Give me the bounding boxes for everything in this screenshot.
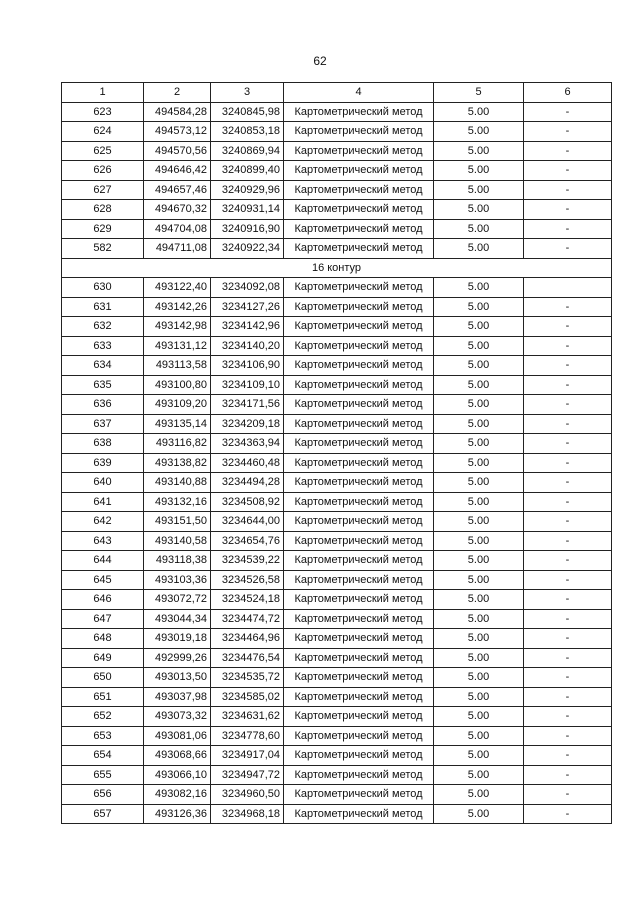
cell-point-number: 651	[62, 687, 144, 707]
cell-point-number: 624	[62, 122, 144, 142]
cell-point-number: 646	[62, 590, 144, 610]
cell-accuracy: 5.00	[434, 414, 524, 434]
table-row	[62, 512, 612, 532]
table-row	[62, 629, 612, 649]
cell-note: -	[524, 356, 612, 376]
cell-x-coordinate: 493132,16	[144, 492, 211, 512]
cell-y-coordinate: 3234171,56	[211, 395, 284, 415]
cell-x-coordinate: 494711,08	[144, 239, 211, 259]
cell-y-coordinate: 3234644,00	[211, 512, 284, 532]
cell-x-coordinate: 494670,32	[144, 200, 211, 220]
cell-method: Картометрический метод	[284, 317, 434, 337]
cell-method: Картометрический метод	[284, 746, 434, 766]
cell-y-coordinate: 3234460,48	[211, 453, 284, 473]
section-label: 16 контур	[62, 258, 612, 278]
cell-note: -	[524, 219, 612, 239]
cell-x-coordinate: 493142,26	[144, 297, 211, 317]
cell-accuracy: 5.00	[434, 746, 524, 766]
cell-point-number: 656	[62, 785, 144, 805]
cell-x-coordinate: 493142,98	[144, 317, 211, 337]
table-row	[62, 473, 612, 493]
cell-y-coordinate: 3234476,54	[211, 648, 284, 668]
cell-y-coordinate: 3240899,40	[211, 161, 284, 181]
table-row	[62, 278, 612, 298]
table-row	[62, 726, 612, 746]
cell-note: -	[524, 590, 612, 610]
cell-method: Картометрический метод	[284, 336, 434, 356]
table-row	[62, 161, 612, 181]
cell-y-coordinate: 3234109,10	[211, 375, 284, 395]
cell-y-coordinate: 3234917,04	[211, 746, 284, 766]
cell-accuracy: 5.00	[434, 804, 524, 824]
cell-y-coordinate: 3234142,96	[211, 317, 284, 337]
cell-method: Картометрический метод	[284, 804, 434, 824]
cell-accuracy: 5.00	[434, 590, 524, 610]
cell-method: Картометрический метод	[284, 512, 434, 532]
table-row	[62, 648, 612, 668]
cell-method: Картометрический метод	[284, 200, 434, 220]
cell-accuracy: 5.00	[434, 492, 524, 512]
cell-y-coordinate: 3240869,94	[211, 141, 284, 161]
table-row	[62, 317, 612, 337]
cell-x-coordinate: 493013,50	[144, 668, 211, 688]
cell-method: Картометрический метод	[284, 161, 434, 181]
table-row	[62, 375, 612, 395]
cell-accuracy: 5.00	[434, 239, 524, 259]
cell-note: -	[524, 102, 612, 122]
cell-note: -	[524, 785, 612, 805]
cell-point-number: 641	[62, 492, 144, 512]
cell-point-number: 634	[62, 356, 144, 376]
cell-note: -	[524, 141, 612, 161]
table-row	[62, 141, 612, 161]
page-number: 62	[313, 54, 327, 68]
cell-note: -	[524, 473, 612, 493]
cell-point-number: 639	[62, 453, 144, 473]
cell-x-coordinate: 494573,12	[144, 122, 211, 142]
cell-method: Картометрический метод	[284, 531, 434, 551]
cell-point-number: 625	[62, 141, 144, 161]
table-row	[62, 590, 612, 610]
cell-accuracy: 5.00	[434, 161, 524, 181]
cell-point-number: 629	[62, 219, 144, 239]
cell-method: Картометрический метод	[284, 122, 434, 142]
cell-note: -	[524, 161, 612, 181]
cell-y-coordinate: 3234778,60	[211, 726, 284, 746]
cell-accuracy: 5.00	[434, 609, 524, 629]
cell-accuracy: 5.00	[434, 687, 524, 707]
cell-y-coordinate: 3234535,72	[211, 668, 284, 688]
cell-point-number: 632	[62, 317, 144, 337]
cell-y-coordinate: 3234092,08	[211, 278, 284, 298]
cell-point-number: 630	[62, 278, 144, 298]
table-row	[62, 707, 612, 727]
table-row	[62, 414, 612, 434]
cell-x-coordinate: 493109,20	[144, 395, 211, 415]
cell-point-number: 628	[62, 200, 144, 220]
cell-x-coordinate: 493131,12	[144, 336, 211, 356]
cell-point-number: 655	[62, 765, 144, 785]
cell-accuracy: 5.00	[434, 551, 524, 571]
cell-y-coordinate: 3240845,98	[211, 102, 284, 122]
cell-note: -	[524, 648, 612, 668]
cell-note: -	[524, 609, 612, 629]
cell-note: -	[524, 200, 612, 220]
cell-accuracy: 5.00	[434, 336, 524, 356]
cell-note: -	[524, 551, 612, 571]
cell-point-number: 636	[62, 395, 144, 415]
cell-point-number: 640	[62, 473, 144, 493]
cell-point-number: 638	[62, 434, 144, 454]
cell-note: -	[524, 570, 612, 590]
cell-note: -	[524, 512, 612, 532]
cell-note: -	[524, 414, 612, 434]
table-row	[62, 668, 612, 688]
column-header: 2	[144, 83, 211, 103]
cell-method: Картометрический метод	[284, 453, 434, 473]
cell-point-number: 653	[62, 726, 144, 746]
cell-point-number: 652	[62, 707, 144, 727]
cell-note: -	[524, 707, 612, 727]
cell-accuracy: 5.00	[434, 102, 524, 122]
cell-point-number: 637	[62, 414, 144, 434]
cell-note: -	[524, 317, 612, 337]
cell-point-number: 657	[62, 804, 144, 824]
cell-point-number: 643	[62, 531, 144, 551]
cell-x-coordinate: 493140,88	[144, 473, 211, 493]
cell-method: Картометрический метод	[284, 765, 434, 785]
cell-y-coordinate: 3234947,72	[211, 765, 284, 785]
cell-accuracy: 5.00	[434, 141, 524, 161]
cell-point-number: 633	[62, 336, 144, 356]
cell-accuracy: 5.00	[434, 200, 524, 220]
table-row	[62, 492, 612, 512]
cell-method: Картометрический метод	[284, 395, 434, 415]
cell-accuracy: 5.00	[434, 278, 524, 298]
cell-y-coordinate: 3234631,62	[211, 707, 284, 727]
cell-y-coordinate: 3234960,50	[211, 785, 284, 805]
cell-note: -	[524, 239, 612, 259]
cell-x-coordinate: 494704,08	[144, 219, 211, 239]
table-row	[62, 180, 612, 200]
cell-point-number: 635	[62, 375, 144, 395]
cell-note	[524, 278, 612, 298]
cell-x-coordinate: 493113,58	[144, 356, 211, 376]
cell-method: Картометрический метод	[284, 648, 434, 668]
cell-x-coordinate: 493100,80	[144, 375, 211, 395]
cell-point-number: 654	[62, 746, 144, 766]
cell-point-number: 645	[62, 570, 144, 590]
cell-point-number: 642	[62, 512, 144, 532]
cell-y-coordinate: 3240853,18	[211, 122, 284, 142]
cell-note: -	[524, 180, 612, 200]
cell-accuracy: 5.00	[434, 219, 524, 239]
cell-x-coordinate: 493138,82	[144, 453, 211, 473]
table-body	[62, 83, 612, 824]
cell-accuracy: 5.00	[434, 434, 524, 454]
cell-point-number: 650	[62, 668, 144, 688]
cell-x-coordinate: 493116,82	[144, 434, 211, 454]
cell-note: -	[524, 122, 612, 142]
cell-method: Картометрический метод	[284, 375, 434, 395]
cell-note: -	[524, 336, 612, 356]
cell-y-coordinate: 3234508,92	[211, 492, 284, 512]
cell-method: Картометрический метод	[284, 492, 434, 512]
cell-x-coordinate: 493037,98	[144, 687, 211, 707]
cell-y-coordinate: 3234968,18	[211, 804, 284, 824]
cell-x-coordinate: 494657,46	[144, 180, 211, 200]
cell-note: -	[524, 434, 612, 454]
cell-x-coordinate: 493066,10	[144, 765, 211, 785]
table-row	[62, 356, 612, 376]
column-header: 4	[284, 83, 434, 103]
cell-note: -	[524, 492, 612, 512]
cell-x-coordinate: 493073,32	[144, 707, 211, 727]
column-header: 1	[62, 83, 144, 103]
cell-method: Картометрический метод	[284, 726, 434, 746]
cell-accuracy: 5.00	[434, 707, 524, 727]
cell-method: Картометрический метод	[284, 473, 434, 493]
cell-point-number: 647	[62, 609, 144, 629]
cell-accuracy: 5.00	[434, 785, 524, 805]
cell-x-coordinate: 493103,36	[144, 570, 211, 590]
table-row	[62, 434, 612, 454]
cell-note: -	[524, 804, 612, 824]
cell-accuracy: 5.00	[434, 453, 524, 473]
cell-note: -	[524, 453, 612, 473]
column-header: 3	[211, 83, 284, 103]
cell-method: Картометрический метод	[284, 141, 434, 161]
cell-accuracy: 5.00	[434, 356, 524, 376]
cell-method: Картометрический метод	[284, 551, 434, 571]
table-row	[62, 785, 612, 805]
column-header: 5	[434, 83, 524, 103]
cell-x-coordinate: 493019,18	[144, 629, 211, 649]
cell-accuracy: 5.00	[434, 180, 524, 200]
cell-method: Картометрический метод	[284, 297, 434, 317]
table-row	[62, 746, 612, 766]
cell-note: -	[524, 297, 612, 317]
table-row	[62, 531, 612, 551]
cell-note: -	[524, 395, 612, 415]
table-row	[62, 570, 612, 590]
cell-point-number: 649	[62, 648, 144, 668]
cell-x-coordinate: 493044,34	[144, 609, 211, 629]
cell-method: Картометрический метод	[284, 278, 434, 298]
cell-point-number: 631	[62, 297, 144, 317]
cell-x-coordinate: 493122,40	[144, 278, 211, 298]
cell-note: -	[524, 746, 612, 766]
cell-point-number: 626	[62, 161, 144, 181]
cell-accuracy: 5.00	[434, 668, 524, 688]
table-row	[62, 297, 612, 317]
cell-accuracy: 5.00	[434, 473, 524, 493]
cell-y-coordinate: 3234526,58	[211, 570, 284, 590]
cell-method: Картометрический метод	[284, 785, 434, 805]
cell-method: Картометрический метод	[284, 356, 434, 376]
section-header-row	[62, 258, 612, 278]
table-row	[62, 395, 612, 415]
cell-y-coordinate: 3234140,20	[211, 336, 284, 356]
cell-x-coordinate: 493081,06	[144, 726, 211, 746]
cell-y-coordinate: 3234524,18	[211, 590, 284, 610]
cell-method: Картометрический метод	[284, 590, 434, 610]
cell-x-coordinate: 492999,26	[144, 648, 211, 668]
cell-note: -	[524, 668, 612, 688]
cell-note: -	[524, 765, 612, 785]
cell-x-coordinate: 493126,36	[144, 804, 211, 824]
cell-point-number: 644	[62, 551, 144, 571]
cell-x-coordinate: 494584,28	[144, 102, 211, 122]
cell-method: Картометрический метод	[284, 570, 434, 590]
cell-accuracy: 5.00	[434, 765, 524, 785]
table-row	[62, 609, 612, 629]
cell-method: Картометрический метод	[284, 668, 434, 688]
cell-y-coordinate: 3234209,18	[211, 414, 284, 434]
cell-x-coordinate: 493135,14	[144, 414, 211, 434]
cell-method: Картометрический метод	[284, 180, 434, 200]
cell-method: Картометрический метод	[284, 102, 434, 122]
cell-accuracy: 5.00	[434, 648, 524, 668]
table-header-row	[62, 83, 612, 103]
cell-method: Картометрический метод	[284, 239, 434, 259]
cell-method: Картометрический метод	[284, 629, 434, 649]
cell-y-coordinate: 3234539,22	[211, 551, 284, 571]
table-row	[62, 336, 612, 356]
cell-accuracy: 5.00	[434, 122, 524, 142]
cell-y-coordinate: 3234106,90	[211, 356, 284, 376]
cell-x-coordinate: 493082,16	[144, 785, 211, 805]
table-row	[62, 102, 612, 122]
cell-accuracy: 5.00	[434, 570, 524, 590]
cell-method: Картометрический метод	[284, 434, 434, 454]
cell-x-coordinate: 494646,42	[144, 161, 211, 181]
cell-point-number: 582	[62, 239, 144, 259]
cell-method: Картометрический метод	[284, 687, 434, 707]
table-row	[62, 765, 612, 785]
cell-note: -	[524, 726, 612, 746]
cell-y-coordinate: 3240916,90	[211, 219, 284, 239]
cell-accuracy: 5.00	[434, 629, 524, 649]
cell-x-coordinate: 493068,66	[144, 746, 211, 766]
cell-note: -	[524, 629, 612, 649]
cell-x-coordinate: 493140,58	[144, 531, 211, 551]
cell-y-coordinate: 3240931,14	[211, 200, 284, 220]
table-row	[62, 122, 612, 142]
cell-method: Картометрический метод	[284, 609, 434, 629]
cell-point-number: 648	[62, 629, 144, 649]
cell-accuracy: 5.00	[434, 317, 524, 337]
cell-x-coordinate: 493151,50	[144, 512, 211, 532]
table-row	[62, 239, 612, 259]
cell-method: Картометрический метод	[284, 414, 434, 434]
cell-y-coordinate: 3234127,26	[211, 297, 284, 317]
cell-y-coordinate: 3240922,34	[211, 239, 284, 259]
cell-accuracy: 5.00	[434, 531, 524, 551]
cell-point-number: 623	[62, 102, 144, 122]
cell-x-coordinate: 494570,56	[144, 141, 211, 161]
table-row	[62, 219, 612, 239]
cell-x-coordinate: 493072,72	[144, 590, 211, 610]
table-row	[62, 687, 612, 707]
cell-accuracy: 5.00	[434, 297, 524, 317]
cell-method: Картометрический метод	[284, 707, 434, 727]
cell-method: Картометрический метод	[284, 219, 434, 239]
cell-x-coordinate: 493118,38	[144, 551, 211, 571]
column-header: 6	[524, 83, 612, 103]
table-row	[62, 551, 612, 571]
table-row	[62, 804, 612, 824]
cell-y-coordinate: 3234474,72	[211, 609, 284, 629]
cell-point-number: 627	[62, 180, 144, 200]
cell-accuracy: 5.00	[434, 375, 524, 395]
cell-note: -	[524, 687, 612, 707]
cell-y-coordinate: 3234494,28	[211, 473, 284, 493]
cell-note: -	[524, 375, 612, 395]
cell-note: -	[524, 531, 612, 551]
cell-y-coordinate: 3234585,02	[211, 687, 284, 707]
coordinates-table	[61, 82, 612, 824]
table-row	[62, 453, 612, 473]
cell-y-coordinate: 3234464,96	[211, 629, 284, 649]
cell-y-coordinate: 3234654,76	[211, 531, 284, 551]
cell-y-coordinate: 3234363,94	[211, 434, 284, 454]
cell-accuracy: 5.00	[434, 395, 524, 415]
cell-accuracy: 5.00	[434, 512, 524, 532]
cell-accuracy: 5.00	[434, 726, 524, 746]
table-row	[62, 200, 612, 220]
cell-y-coordinate: 3240929,96	[211, 180, 284, 200]
